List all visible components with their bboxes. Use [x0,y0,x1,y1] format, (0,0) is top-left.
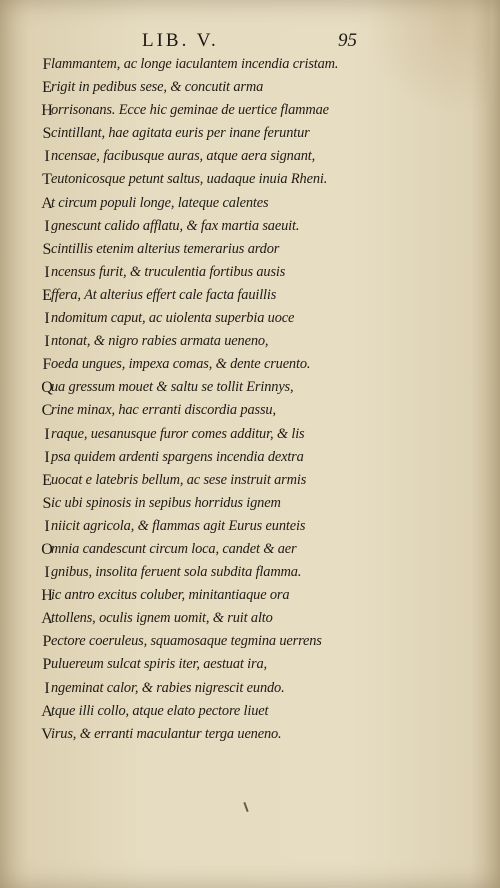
verse-text: oeda ungues, impexa comas, & dente cruento. [51,356,311,373]
verse-text: uocat e latebris bellum, ac sese instruit armis [51,471,307,488]
verse-initial: E [42,79,52,97]
verse-text: ndomitum caput, ac uiolenta superbia uoce [51,310,295,327]
verse-line [40,307,412,330]
verse-text: ic ubi spinosis in sepibus horridus ignem [51,494,281,511]
verse-block [40,53,412,746]
verse-line [40,215,412,238]
verse-initial: A [41,610,53,628]
verse-line [40,399,412,422]
verse-line [40,538,412,561]
verse-initial: H [41,102,53,120]
verse-initial: I [44,425,50,443]
verse-line [40,192,412,215]
verse-initial: S [42,240,52,258]
verse-initial: E [42,471,52,489]
verse-text: ngeminat calor, & rabies nigrescit eundo. [51,679,285,696]
verse-initial: F [42,356,52,374]
verse-initial: I [44,310,50,328]
verse-text: t circum populi longe, lateque calentes [51,194,269,211]
verse-text: ic antro excitus coluber, minitantiaque ora [51,587,290,604]
verse-line [40,492,412,515]
verse-line [40,330,412,353]
verse-initial: T [42,171,52,189]
verse-text: gnibus, insolita feruent sola subdita flamma. [51,564,302,581]
verse-text: ntonat, & nigro rabies armata ueneno, [51,333,269,350]
verse-text: irus, & erranti maculantur terga ueneno. [51,725,282,742]
verse-text: psa quidem ardenti spargens incendia dextra [51,448,304,465]
verse-line [40,76,412,99]
verse-text: ectore coeruleus, squamosaque tegmina uerrens [51,633,322,650]
verse-initial: S [42,494,52,512]
verse-text: orrisonans. Ecce hic geminae de uertice flammae [51,102,329,119]
folio-number: 95 [338,30,357,51]
verse-initial: Q [41,379,53,397]
verse-initial: I [44,564,50,582]
verse-line [40,284,412,307]
verse-initial: A [41,702,53,720]
verse-initial: P [42,633,52,651]
verse-line [40,145,412,168]
verse-text: uluereum sulcat spiris iter, aestuat ira, [51,656,267,673]
verse-initial: I [44,217,50,235]
verse-line [40,607,412,630]
verse-text: cintillant, hae agitata euris per inane feruntur [51,125,310,142]
verse-text: rine minax, hac erranti discordia passu, [51,402,276,419]
verse-initial: H [41,587,53,605]
verse-text: rigit in pedibus sese, & concutit arma [51,79,264,96]
page-header [0,30,500,52]
ink-mark [243,802,248,812]
verse-text: ncensae, facibusque auras, atque aera signant, [51,148,316,165]
verse-initial: P [42,656,52,674]
verse-line [40,168,412,191]
verse-text: niicit agricola, & flammas agit Eurus eunteis [51,517,306,534]
verse-text: cintillis etenim alterius temerarius ardor [51,240,280,257]
verse-line [40,469,412,492]
verse-initial: C [41,402,53,420]
verse-text: ua gressum mouet & saltu se tollit Erinnys, [51,379,294,396]
verse-line [40,515,412,538]
verse-line [40,677,412,700]
verse-line [40,53,412,76]
verse-text: tque illi collo, atque elato pectore liuet [51,702,269,719]
verse-initial: I [44,263,50,281]
verse-line [40,423,412,446]
verse-initial: F [42,56,52,73]
verse-initial: O [41,540,53,558]
verse-text: ttollens, oculis ignem uomit, & ruit alto [51,610,273,627]
verse-line [40,446,412,469]
verse-line [40,376,412,399]
verse-initial: I [44,517,50,535]
verse-line [40,584,412,607]
verse-line [40,238,412,261]
verse-line [40,99,412,122]
verse-line [40,630,412,653]
verse-initial: A [41,194,53,212]
running-head: LIB. V. [142,30,219,51]
verse-line [40,122,412,145]
verse-text: raque, uesanusque furor comes additur, & lis [51,425,305,442]
verse-initial: I [44,333,50,351]
verse-initial: S [42,125,52,143]
verse-line [40,653,412,676]
verse-text: mnia candescunt circum loca, candet & aer [51,540,297,557]
verse-line [40,261,412,284]
verse-text: ffera, At alterius effert cale facta fauillis [51,286,277,303]
verse-initial: E [42,286,52,304]
verse-text: eutonicosque petunt saltus, uadaque inuia Rheni. [51,171,328,188]
verse-initial: V [41,725,53,743]
verse-initial: I [44,448,50,466]
verse-line [40,561,412,584]
verse-text: gnescunt calido afflatu, & fax martia saeuit. [51,217,300,234]
verse-text: lammantem, ac longe iaculantem incendia cristam. [51,56,339,72]
verse-line [40,723,412,746]
verse-initial: I [44,679,50,697]
verse-initial: I [44,148,50,166]
verse-line [40,700,412,723]
verse-line [40,353,412,376]
verse-text: ncensus furit, & truculentia fortibus ausis [51,263,286,280]
